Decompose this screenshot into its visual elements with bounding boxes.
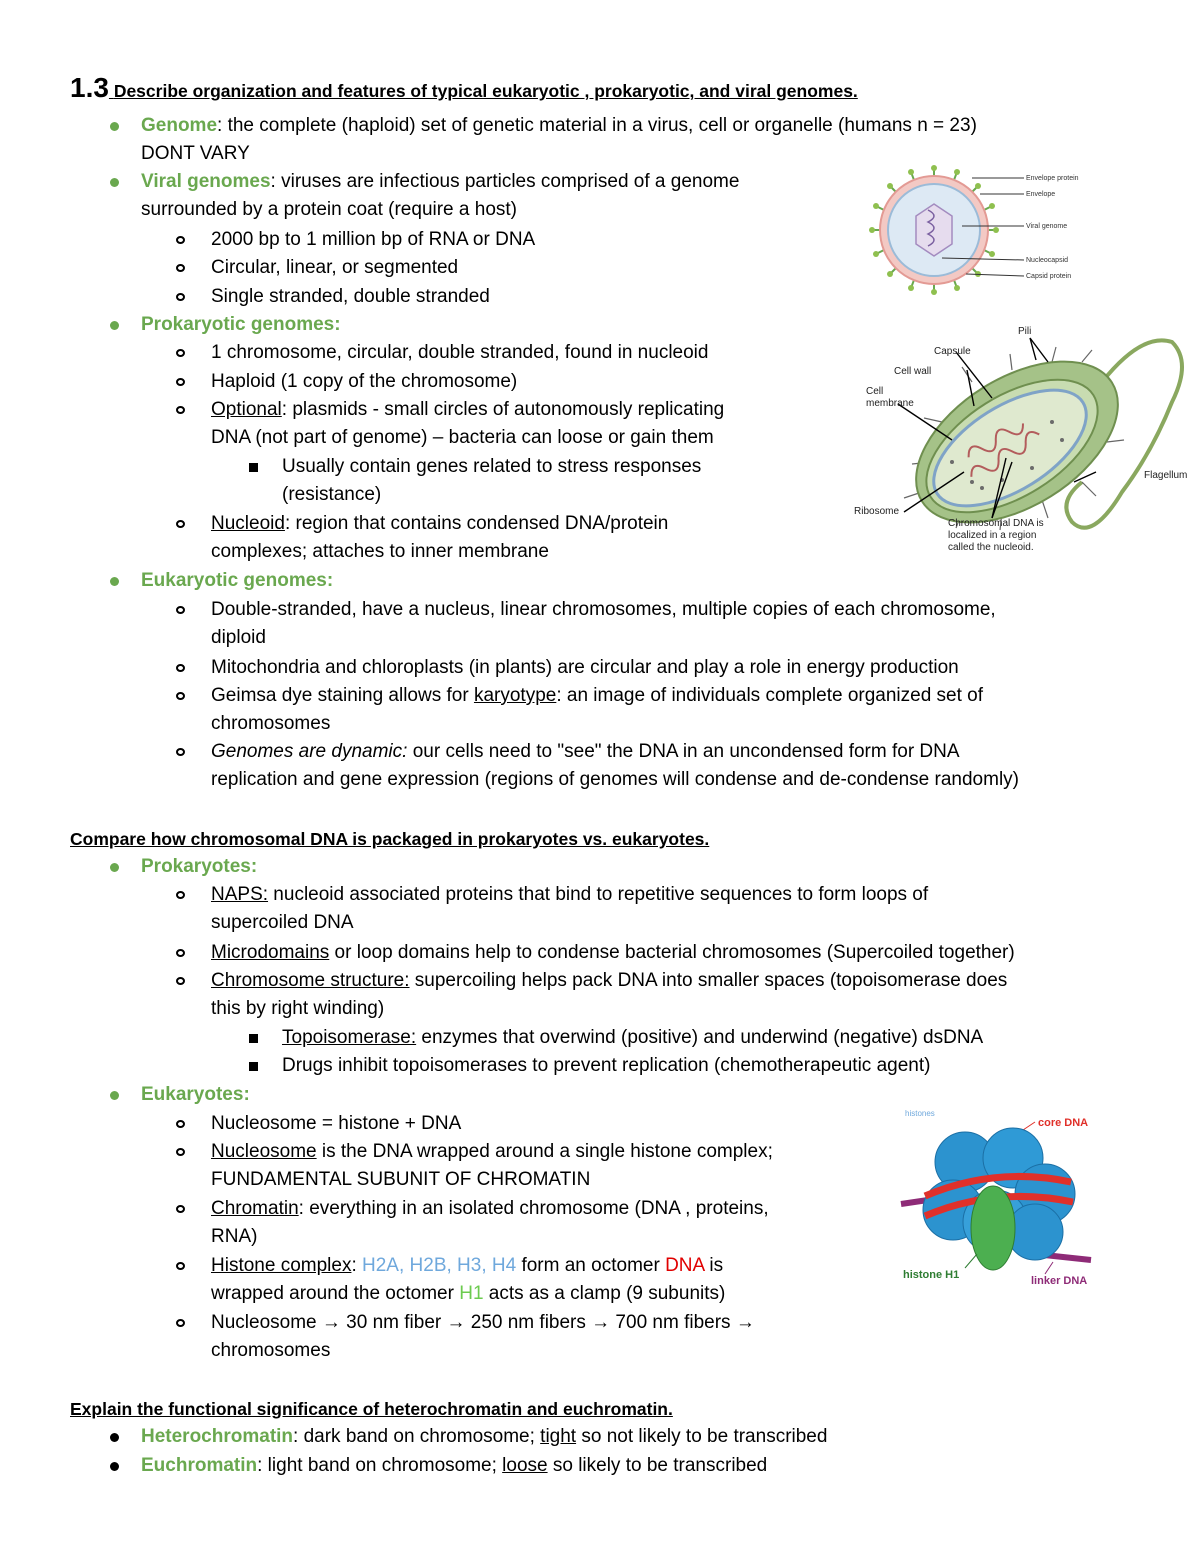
circle-bullet-icon (176, 349, 185, 357)
circle-bullet-icon (176, 1262, 185, 1270)
term-chromatin: Chromatin (211, 1198, 299, 1219)
circle-bullet-icon (176, 664, 185, 672)
term-genome: Genome (141, 115, 218, 136)
nucleosome-label-histones: histones (905, 1109, 935, 1118)
sub-item-text: diploid (211, 627, 266, 648)
bullet-icon (110, 178, 119, 187)
list-item-text: surrounded by a protein coat (require a host) (141, 199, 517, 220)
bullet-icon (110, 1091, 119, 1100)
item-text: : the complete (haploid) set of genetic material in a virus, cell or organelle (humans n = 23) (217, 115, 977, 136)
section-number: 1.3 (70, 72, 109, 103)
bacterium-diagram (852, 322, 1190, 560)
sub-item-text: chromosomes (211, 1340, 331, 1361)
item-text: : dark band on chromosome; (293, 1426, 541, 1447)
item-text: supercoiling helps pack DNA into smaller spaces (topoisomerase does (409, 970, 1008, 991)
section-heading-text: Describe organization and features of typical eukaryotic , prokaryotic, and viral genomes. (113, 81, 858, 101)
bullet-icon (110, 122, 119, 131)
sub-item-nucleoid (211, 510, 668, 538)
term-nucleosome: Nucleosome (211, 1141, 317, 1162)
bacterium-label-pili: Pili (1018, 326, 1032, 337)
sub-item-text-h1 (211, 1280, 725, 1308)
item-text: so likely to be transcribed (547, 1455, 768, 1476)
dna-term: DNA (665, 1255, 705, 1276)
item-text: wrapped around the octomer (211, 1283, 460, 1304)
bullet-icon (110, 321, 119, 330)
nucleosome-diagram (895, 1104, 1105, 1298)
item-text: form an octomer (516, 1255, 666, 1276)
bacterium-label-cell-membrane-a: Cell (866, 386, 884, 397)
bacterium-label-flagellum: Flagellum (1144, 470, 1188, 481)
sub-item-karyotype (211, 682, 983, 710)
circle-bullet-icon (176, 977, 185, 985)
term-loose: loose (502, 1455, 548, 1476)
sub-item-text: RNA) (211, 1226, 258, 1247)
item-text: is (704, 1255, 724, 1276)
bacterium-label-nucleoid: Chromosomal DNA is (948, 518, 1044, 529)
sub-item-nucleosome (211, 1138, 773, 1166)
nucleosome-label-core-dna: core DNA (1038, 1117, 1089, 1129)
list-item-viral (141, 168, 739, 196)
circle-bullet-icon (176, 378, 185, 386)
item-text: acts as a clamp (9 subunits) (483, 1283, 726, 1304)
virus-label: Capsid protein (1026, 273, 1072, 280)
bacterium-label-capsule: Capsule (934, 346, 971, 357)
item-text: or loop domains help to condense bacterial chromosomes (Supercoiled together) (329, 942, 1015, 963)
item-text: nucleoid associated proteins that bind to repetitive sequences to form loops of (268, 884, 929, 905)
term-naps: NAPS: (211, 884, 269, 905)
bullet-icon (110, 1433, 119, 1442)
item-text: : plasmids - small circles of autonomously replicating (281, 399, 725, 420)
circle-bullet-icon (176, 692, 185, 700)
sub-item: 2000 bp to 1 million bp of RNA or DNA (211, 229, 536, 250)
term-eukaryotes: Eukaryotes: (141, 1084, 250, 1105)
item-text: : viruses are infectious particles comprised of a genome (270, 171, 740, 192)
circle-bullet-icon (176, 236, 185, 244)
sub-item-text: DNA (not part of genome) – bacteria can loose or gain them (211, 427, 714, 448)
section-heading-1 (70, 74, 858, 105)
list-item-euchromatin (141, 1452, 767, 1480)
circle-bullet-icon (176, 1205, 185, 1213)
sub-item-histone-complex (211, 1252, 723, 1280)
square-bullet-icon (249, 463, 258, 472)
list-item-text: DONT VARY (141, 143, 250, 164)
sub-item-dynamic (211, 738, 960, 766)
sub-item: Mitochondria and chloroplasts (in plants) are circular and play a role in energy production (211, 657, 959, 678)
bullet-icon (110, 1462, 119, 1471)
term-histone-complex: Histone complex (211, 1255, 352, 1276)
sub-item: 1 chromosome, circular, double stranded, found in nucleoid (211, 342, 709, 363)
list-item-genome (141, 112, 977, 140)
term-heterochromatin: Heterochromatin (141, 1426, 294, 1447)
sub-item-text: replication and gene expression (regions of genomes will condense and de-condense randomly) (211, 769, 1019, 790)
sub-sub-item-text: (resistance) (282, 484, 382, 505)
nucleosome-label-linker-dna: linker DNA (1031, 1275, 1088, 1287)
virus-label: Viral genome (1026, 223, 1068, 230)
sub-item-naps (211, 881, 928, 909)
sub-item-text: this by right winding) (211, 998, 385, 1019)
bacterium-label-cell-membrane-b: membrane (866, 398, 914, 409)
sub-item-optional (211, 396, 724, 424)
sub-item-chromosome-structure (211, 967, 1007, 995)
bullet-icon (110, 863, 119, 872)
sub-item-chromatin (211, 1195, 769, 1223)
term-optional: Optional (211, 399, 282, 420)
circle-bullet-icon (176, 606, 185, 614)
term-euchromatin: Euchromatin (141, 1455, 258, 1476)
sub-item-text: chromosomes (211, 713, 331, 734)
term-karyotype: karyotype (473, 685, 557, 706)
sub-item: Nucleosome → 30 nm fiber → 250 nm fibers → 700 nm fibers → (211, 1312, 755, 1333)
item-text: : (351, 1255, 363, 1276)
term-nucleoid: Nucleoid (211, 513, 285, 534)
circle-bullet-icon (176, 1319, 185, 1327)
item-text: : an image of individuals complete organized set of (556, 685, 984, 706)
sub-item: Single stranded, double stranded (211, 286, 490, 307)
list-item-heterochromatin (141, 1423, 827, 1451)
item-text: : region that contains condensed DNA/protein (284, 513, 669, 534)
sub-item-text: supercoiled DNA (211, 912, 354, 933)
nucleosome-label-histone-h1: histone H1 (903, 1269, 960, 1281)
section-heading-2: Compare how chromosomal DNA is packaged in prokaryotes vs. eukaryotes. (70, 829, 710, 849)
term-chromosome-structure: Chromosome structure: (211, 970, 410, 991)
bacterium-label-cell-wall: Cell wall (894, 366, 932, 377)
item-text: : everything in an isolated chromosome (DNA , proteins, (298, 1198, 769, 1219)
circle-bullet-icon (176, 891, 185, 899)
sub-item-text: FUNDAMENTAL SUBUNIT OF CHROMATIN (211, 1169, 591, 1190)
sub-sub-item: Drugs inhibit topoisomerases to prevent replication (chemotherapeutic agent) (282, 1055, 931, 1076)
term-microdomains: Microdomains (211, 942, 330, 963)
term-topoisomerase: Topoisomerase: (282, 1027, 417, 1048)
circle-bullet-icon (176, 520, 185, 528)
sub-item-microdomains (211, 939, 1015, 967)
circle-bullet-icon (176, 1120, 185, 1128)
bacterium-label-nucleoid: localized in a region (948, 530, 1037, 541)
virus-label: Nucleocapsid (1026, 257, 1069, 264)
item-text: so not likely to be transcribed (576, 1426, 828, 1447)
item-text: : light band on chromosome; (257, 1455, 503, 1476)
bullet-icon (110, 577, 119, 586)
circle-bullet-icon (176, 293, 185, 301)
circle-bullet-icon (176, 264, 185, 272)
bacterium-label-ribosome: Ribosome (854, 506, 900, 517)
square-bullet-icon (249, 1062, 258, 1071)
h1-term: H1 (459, 1283, 484, 1304)
virus-label: Envelope protein (1026, 175, 1079, 182)
term-prokaryotes: Prokaryotes: (141, 856, 258, 877)
histone-names: H2A, H2B, H3, H4 (362, 1255, 517, 1276)
item-text: is the DNA wrapped around a single histone complex; (316, 1141, 773, 1162)
sub-sub-item: Usually contain genes related to stress responses (282, 456, 702, 477)
virus-label: Envelope (1026, 191, 1056, 198)
sub-item-text: complexes; attaches to inner membrane (211, 541, 549, 562)
term-eukaryotic-genomes: Eukaryotic genomes: (141, 570, 334, 591)
item-text: Geimsa dye staining allows for (211, 685, 474, 706)
histone-h1 (971, 1186, 1015, 1270)
section-heading-3: Explain the functional significance of heterochromatin and euchromatin. (70, 1399, 673, 1419)
sub-item: Nucleosome = histone + DNA (211, 1113, 462, 1134)
circle-bullet-icon (176, 949, 185, 957)
bacterium-label-nucleoid: called the nucleoid. (948, 542, 1034, 553)
item-text: our cells need to "see" the DNA in an uncondensed form for DNA (407, 741, 960, 762)
term-prokaryotic-genomes: Prokaryotic genomes: (141, 314, 341, 335)
square-bullet-icon (249, 1034, 258, 1043)
sub-item: Double-stranded, have a nucleus, linear chromosomes, multiple copies of each chromosome, (211, 599, 996, 620)
circle-bullet-icon (176, 1148, 185, 1156)
sub-item: Circular, linear, or segmented (211, 257, 459, 278)
sub-sub-item-topoisomerase (282, 1024, 983, 1052)
circle-bullet-icon (176, 406, 185, 414)
item-text: enzymes that overwind (positive) and underwind (negative) dsDNA (416, 1027, 984, 1048)
term-viral-genomes: Viral genomes (141, 171, 271, 192)
sub-item: Haploid (1 copy of the chromosome) (211, 371, 518, 392)
term-genomes-dynamic: Genomes are dynamic: (211, 741, 408, 762)
virus-diagram (862, 164, 1092, 298)
term-tight: tight (540, 1426, 577, 1447)
circle-bullet-icon (176, 748, 185, 756)
